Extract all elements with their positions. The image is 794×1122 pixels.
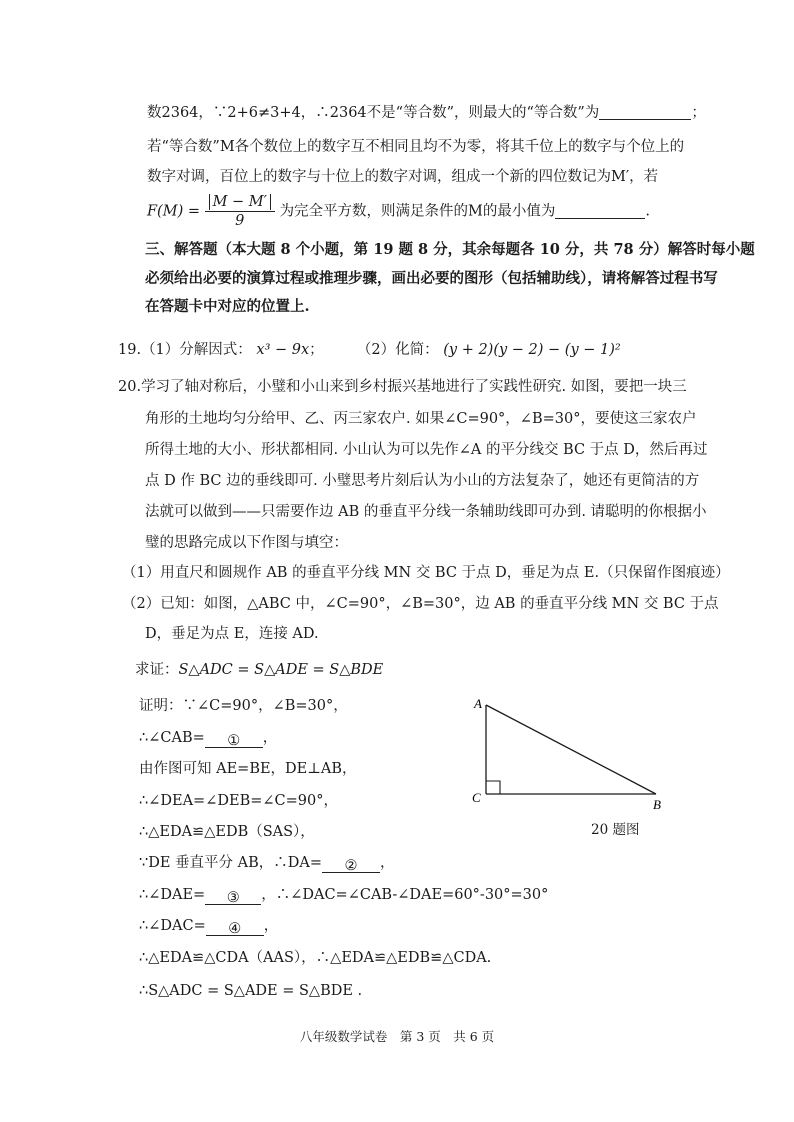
answer-blank — [599, 103, 691, 120]
q20-subquestion-2b: D，垂足为点 E，连接 AD. — [145, 626, 319, 642]
page-footer: 八年级数学试卷 第 3 页 共 6 页 — [299, 1029, 495, 1044]
section3-line-3: 在答题卡中对应的位置上. — [145, 298, 310, 315]
proof-step-5: ∴△EDA≌△EDB（SAS）， — [139, 824, 315, 840]
q20-paragraph-5: 法就可以做到——只需要作边 AB 的垂直平分线一条辅助线即可办到. 请聪明的你根据小 — [145, 504, 707, 520]
proof-step-4: ∴∠DEA=∠DEB=∠C=90°， — [139, 793, 338, 809]
fill-blank-4: ④ — [206, 919, 264, 936]
proof-step-9: ∴△EDA≌△CDA（AAS），∴△EDA≌△EDB≌△CDA. — [139, 950, 492, 966]
q18-line-1: 数2364，∵2+6≠3+4，∴2364不是“等合数”，则最大的“等合数”为 ； — [147, 105, 706, 121]
proof-step-10: ∴S△ADC = S△ADE = S△BDE . — [139, 983, 363, 999]
proof-step-6: ∵DE 垂直平分 AB，∴DA= ② ， — [139, 855, 395, 874]
q20-subquestion-1: （1）用直尺和圆规作 AB 的垂直平分线 MN 交 BC 于点 D，垂足为点 E.（只保留作图痕迹） — [122, 565, 730, 581]
q20-paragraph-2: 角形的土地均匀分给甲、乙、丙三家农户. 如果∠C=90°，∠B=30°，要使这三家农户 — [145, 411, 697, 427]
fill-blank-3: ③ — [205, 888, 261, 905]
vertex-b-label: B — [653, 797, 661, 812]
q18-line-3: 数字对调，百位上的数字与十位上的数字对调，组成一个新的四位数记为M′，若 — [147, 169, 659, 185]
proof-step-8: ∴∠DAC= ④ ， — [139, 918, 279, 937]
proof-step-3: 由作图可知 AE=BE，DE⊥AB， — [139, 761, 357, 777]
triangle-figure — [468, 693, 678, 815]
section3-line-2: 必须给出必要的演算过程或推理步骤，画出必要的图形（包括辅助线），请将解答过程书写 — [145, 270, 718, 287]
prove-statement: 求证：S△ADC = S△ADE = S△BDE — [135, 662, 384, 678]
figure-caption: 20 题图 — [591, 822, 640, 838]
fill-blank-2: ② — [322, 856, 380, 873]
fraction: $\frac{M - M'}{9}$ — [205, 193, 275, 230]
proof-step-2: ∴∠CAB= ① ， — [139, 730, 278, 749]
q20-paragraph-6: 璧的思路完成以下作图与填空： — [145, 535, 348, 551]
proof-step-1: 证明：∵∠C=90°，∠B=30°， — [139, 698, 348, 714]
right-angle-mark — [486, 781, 500, 794]
proof-step-7: ∴∠DAE= ③ ，∴∠DAC=∠CAB-∠DAE=60°-30°=30° — [139, 887, 549, 906]
q20-subquestion-2a: （2）已知：如图，△ABC 中，∠C=90°，∠B=30°，边 AB 的垂直平分线 MN 交 BC 于点 — [122, 596, 719, 612]
q18-line-4: F(M) = $\frac{M - M'}{9}$ 为完全平方数，则满足条件的M的最小值为 . — [147, 194, 651, 229]
q20-paragraph-4: 点 D 作 BC 边的垂线即可. 小璧思考片刻后认为小山的方法复杂了，她还有更简洁的方 — [145, 473, 700, 489]
fill-blank-1: ① — [205, 731, 263, 748]
question-19: 19.（1）分解因式： x³ − 9x； （2）化简： (y + 2)(y − 2) − (y − 1)² — [118, 342, 621, 358]
answer-blank — [555, 202, 645, 219]
q18-line-2: 若“等合数”M各个数位上的数字互不相同且均不为零，将其千位上的数字与个位上的 — [147, 139, 685, 155]
vertex-c-label: C — [472, 790, 481, 805]
section3-line-1: 三、解答题（本大题 8 个小题，第 19 题 8 分，其余每题各 10 分，共 78 分）解答时每小题 — [145, 241, 755, 258]
q20-paragraph-1: 20.学习了轴对称后，小璧和小山来到乡村振兴基地进行了实践性研究. 如图，要把一块三 — [118, 379, 687, 395]
side-ab — [486, 705, 656, 794]
q20-paragraph-3: 所得土地的大小、形状都相同. 小山认为可以先作∠A 的平分线交 BC 于点 D，然后再过 — [145, 442, 708, 458]
vertex-a-label: A — [474, 696, 482, 711]
